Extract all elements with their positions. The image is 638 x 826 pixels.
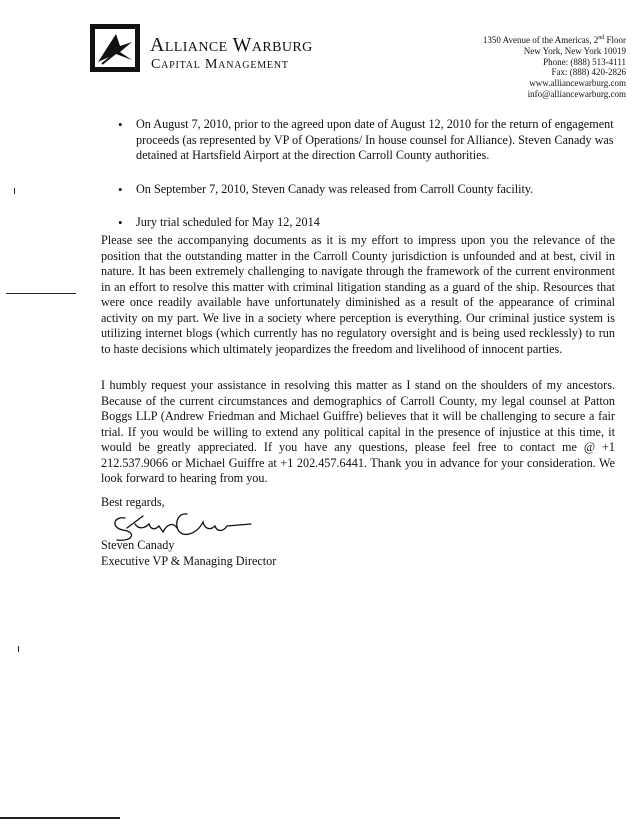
scan-mark (6, 293, 76, 294)
event-bullet-list (118, 117, 626, 249)
scan-mark (14, 188, 15, 194)
closing-salutation: Best regards, (101, 495, 165, 509)
bullet-item: • On August 7, 2010, prior to the agreed upon date of August 12, 2010 for the return of engagement proceeds (as represented by VP of Operations/ In house counsel for Alliance). Steven Canady was detained at Hartsfield Airport at the direction Carroll County authorities. (118, 117, 626, 164)
scan-mark (0, 817, 120, 819)
company-logo (90, 24, 140, 72)
bullet-item: • Jury trial scheduled for May 12, 2014 (118, 215, 626, 231)
signer-title: Executive VP & Managing Director (101, 554, 277, 568)
contact-block (483, 33, 626, 100)
eagle-logo-icon (92, 26, 138, 70)
website-line: www.alliancewarburg.com (529, 78, 626, 89)
bullet-item: • On September 7, 2010, Steven Canady was released from Carroll County facility. (118, 182, 626, 198)
company-name: Alliance Warburg (150, 34, 313, 56)
body-paragraph: Please see the accompanying documents as it is my effort to impress upon you the relevance of the position that the outstanding matter in the Carroll County jurisdiction is unfounded and at best, civil in nature. It has been extremely challenging to navigate through the framework of the current environment in an effort to resolve this matter with criminal litigation standing as a guard of the ship. Resources that were once readily available have unfortunately diminished as a result of the appearance of criminal activity on my part. We live in a society where perception is everything. Our criminal justice system is utilizing internet blogs (which currently has no regulatory oversight and is being used recklessly) to run to haste decisions which ultimately jeopardizes the freedom and livelihood of innocent parties. (101, 233, 615, 356)
address-line: 1350 Avenue of the Americas, 2nd Floor (482, 35, 626, 45)
body-paragraph: I humbly request your assistance in resolving this matter as I stand on the shoulders of my ancestors. Because of the current circumstances and demographics of Carroll County, my legal counsel at Patton Boggs LLP (Andrew Friedman and Michael Guiffre) believes that it will be challenging to secure a fair trial. If you would be willing to extend any political capital in the presence of injustice at this time, it would be greatly appreciated. If you have any questions, please feel free to contact me @ +1 212.537.9066 or Michael Guiffre at +1 202.457.6441. Thank you in advance for your consideration. We look forward to hearing from you. (101, 378, 615, 485)
email-line: info@alliancewarburg.com (527, 88, 626, 99)
company-subtitle: Capital Management (151, 57, 289, 72)
signer-name: Steven Canady (101, 538, 175, 552)
fax-line: Fax: (888) 420-2826 (551, 67, 626, 78)
city-line: New York, New York 10019 (523, 45, 626, 56)
phone-line: Phone: (888) 513-4111 (543, 56, 626, 67)
scan-mark (18, 646, 19, 652)
